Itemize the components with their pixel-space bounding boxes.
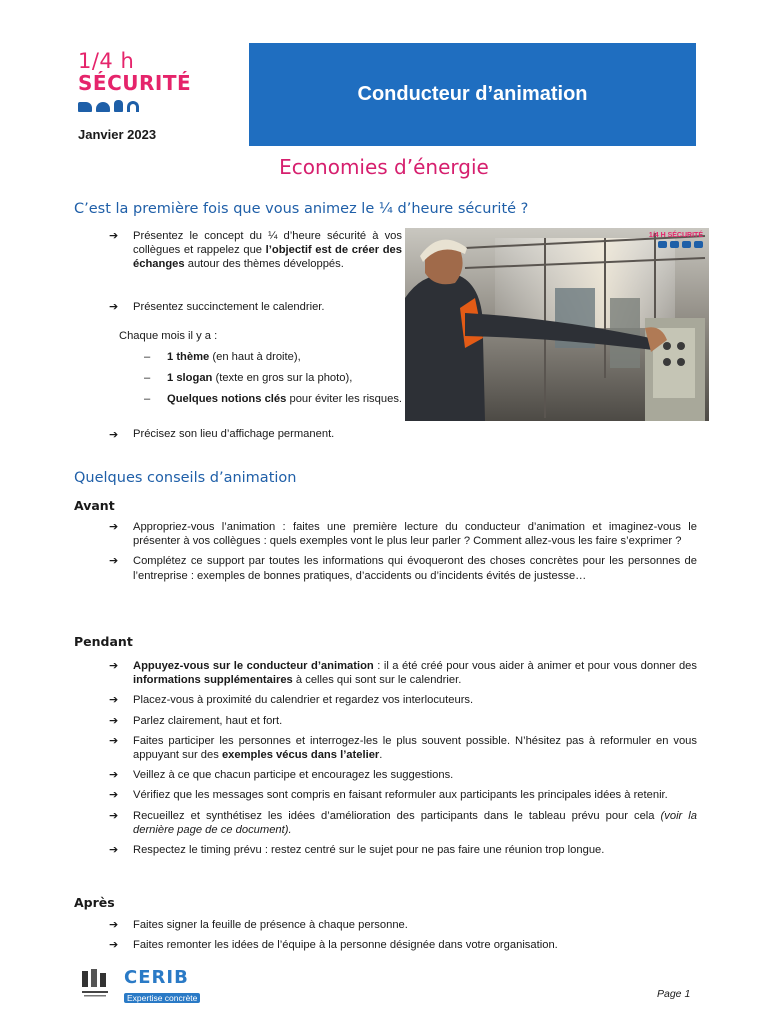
list-item: – 1 slogan (texte en gros sur la photo), [144, 372, 353, 385]
helmet-icon [96, 102, 110, 112]
cerib-tagline: Expertise concrète [124, 993, 200, 1003]
list-item: ➔ Faites signer la feuille de présence à chaque personne. [109, 918, 408, 931]
glove-icon [682, 241, 691, 248]
list-item: ➔ Recueillez et synthétisez les idées d’amélioration des participants dans le tableau prévu pour cela (voir la dernière page de ce document). [109, 808, 697, 836]
after-list [109, 918, 697, 958]
section-after-label: Après [74, 895, 115, 910]
list-item: ➔ Vérifiez que les messages sont compris en faisant reformuler aux participants les principales idées à retenir. [109, 788, 668, 802]
list-item: ➔ Faites participer les personnes et interrogez-les le plus souvent possible. N’hésitez pas à reformuler en vous appuyant sur des exemples vécus dans l’atelier. [109, 733, 697, 762]
arrow-right-icon: ➔ [109, 428, 119, 441]
factory-photo-illustration [405, 228, 709, 421]
arrow-right-icon: ➔ [109, 768, 119, 782]
federation-logo [80, 967, 110, 1001]
logo-icons [78, 98, 218, 112]
list-item: ➔ Faites remonter les idées de l’équipe à la personne désignée dans votre organisation. [109, 938, 558, 952]
cerib-wordmark: CERIB [124, 967, 189, 988]
quart-heure-securite-logo [78, 50, 218, 112]
advice-heading: Quelques conseils d’animation [74, 470, 297, 486]
list-item: ➔ Parlez clairement, haut et fort. [109, 713, 283, 727]
monthly-sub-list [144, 350, 402, 414]
arrow-right-icon: ➔ [109, 659, 119, 672]
page-number: Page 1 [657, 988, 691, 1000]
list-item: ➔ Respectez le timing prévu : restez centré sur le sujet pour ne pas faire une réunion trop longue. [109, 843, 605, 857]
during-list [109, 659, 697, 863]
arrow-right-icon: ➔ [109, 554, 119, 568]
ear-protection-icon [694, 241, 703, 248]
arrow-right-icon: ➔ [109, 733, 119, 747]
list-item: ➔ Complétez ce support par toutes les informations qui évoqueront des choses concrètes pour les personnes de l’entreprise : exemples de bonnes pratiques, d’accidents ou d’incidents évités de justesse… [109, 554, 697, 582]
arrow-right-icon: ➔ [109, 788, 119, 802]
dash-marker: – [144, 351, 151, 363]
glove-icon [114, 100, 123, 112]
list-item: ➔ Appuyez-vous sur le conducteur d’animation : il a été créé pour vous aider à animer et pour vous donner des informations supplémentaires à celles qui sont sur le calendrier. [109, 659, 697, 687]
photo-badge-icons [649, 241, 703, 248]
cerib-logo [124, 967, 208, 1001]
logo-line-2: SÉCURITÉ [78, 71, 192, 95]
monthly-intro: Chaque mois il y a : [119, 330, 218, 342]
dash-marker: – [144, 393, 151, 406]
arrow-right-icon: ➔ [109, 229, 119, 242]
list-item: – Quelques notions clés pour éviter les risques. [144, 393, 403, 406]
page-title-wrap [0, 155, 770, 179]
document-date: Janvier 2023 [78, 127, 157, 142]
intro-list [109, 229, 402, 314]
arrow-right-icon: ➔ [109, 918, 119, 931]
before-list [109, 520, 697, 589]
arrow-right-icon: ➔ [109, 938, 119, 952]
photo-badge-text: 1/4 H SÉCURITÉ [648, 232, 703, 239]
worker-control-panel-photo [405, 228, 709, 421]
arrow-right-icon: ➔ [109, 299, 119, 313]
header-banner [249, 43, 696, 146]
safety-boot-icon [78, 102, 92, 112]
list-item [109, 300, 402, 314]
list-item [109, 428, 402, 441]
dash-marker: – [144, 372, 151, 385]
list-item: ➔ Veillez à ce que chacun participe et encouragez les suggestions. [109, 768, 454, 782]
list-item: – 1 thème (en haut à droite), [144, 351, 301, 363]
section-before-label: Avant [74, 498, 115, 513]
list-item: ➔ Appropriez-vous l’animation : faites une première lecture du conducteur d’animation et imaginez-vous le présenter à vos collègues : quels exemples vont le plus leur parler ? Comment allez-vous les faire s’exprimer ? [109, 520, 697, 548]
list-item [109, 229, 402, 272]
arrow-right-icon: ➔ [109, 808, 119, 822]
arrow-right-icon: ➔ [109, 520, 119, 533]
intro-heading: C’est la première fois que vous animez le ¼ d’heure sécurité ? [74, 201, 529, 217]
intro-bullet-display: Précisez son lieu d’affichage permanent. [133, 428, 335, 440]
banner-title: Conducteur d’animation [357, 83, 588, 105]
intro-bullet-calendar: Présentez succinctement le calendrier. [133, 300, 325, 313]
photo-badge [649, 232, 703, 248]
federation-emblem-icon [80, 967, 110, 1001]
arrow-right-icon: ➔ [109, 843, 119, 857]
intro-bullet-concept: Présentez le concept du ¼ d’heure sécurité à vos collègues et rappelez que l’objectif est de créer des échanges autour des thèmes développés. [133, 230, 402, 271]
section-during-label: Pendant [74, 634, 133, 649]
logo-line-1: 1/4 h [78, 49, 135, 73]
footer-logos [80, 966, 208, 1002]
ear-protection-icon [127, 101, 139, 112]
arrow-right-icon: ➔ [109, 693, 119, 707]
arrow-right-icon: ➔ [109, 713, 119, 727]
safety-boot-icon [658, 241, 667, 248]
page-title: Economies d’énergie [279, 155, 489, 179]
list-item: ➔ Placez-vous à proximité du calendrier et regardez vos interlocuteurs. [109, 693, 474, 707]
helmet-icon [670, 241, 679, 248]
